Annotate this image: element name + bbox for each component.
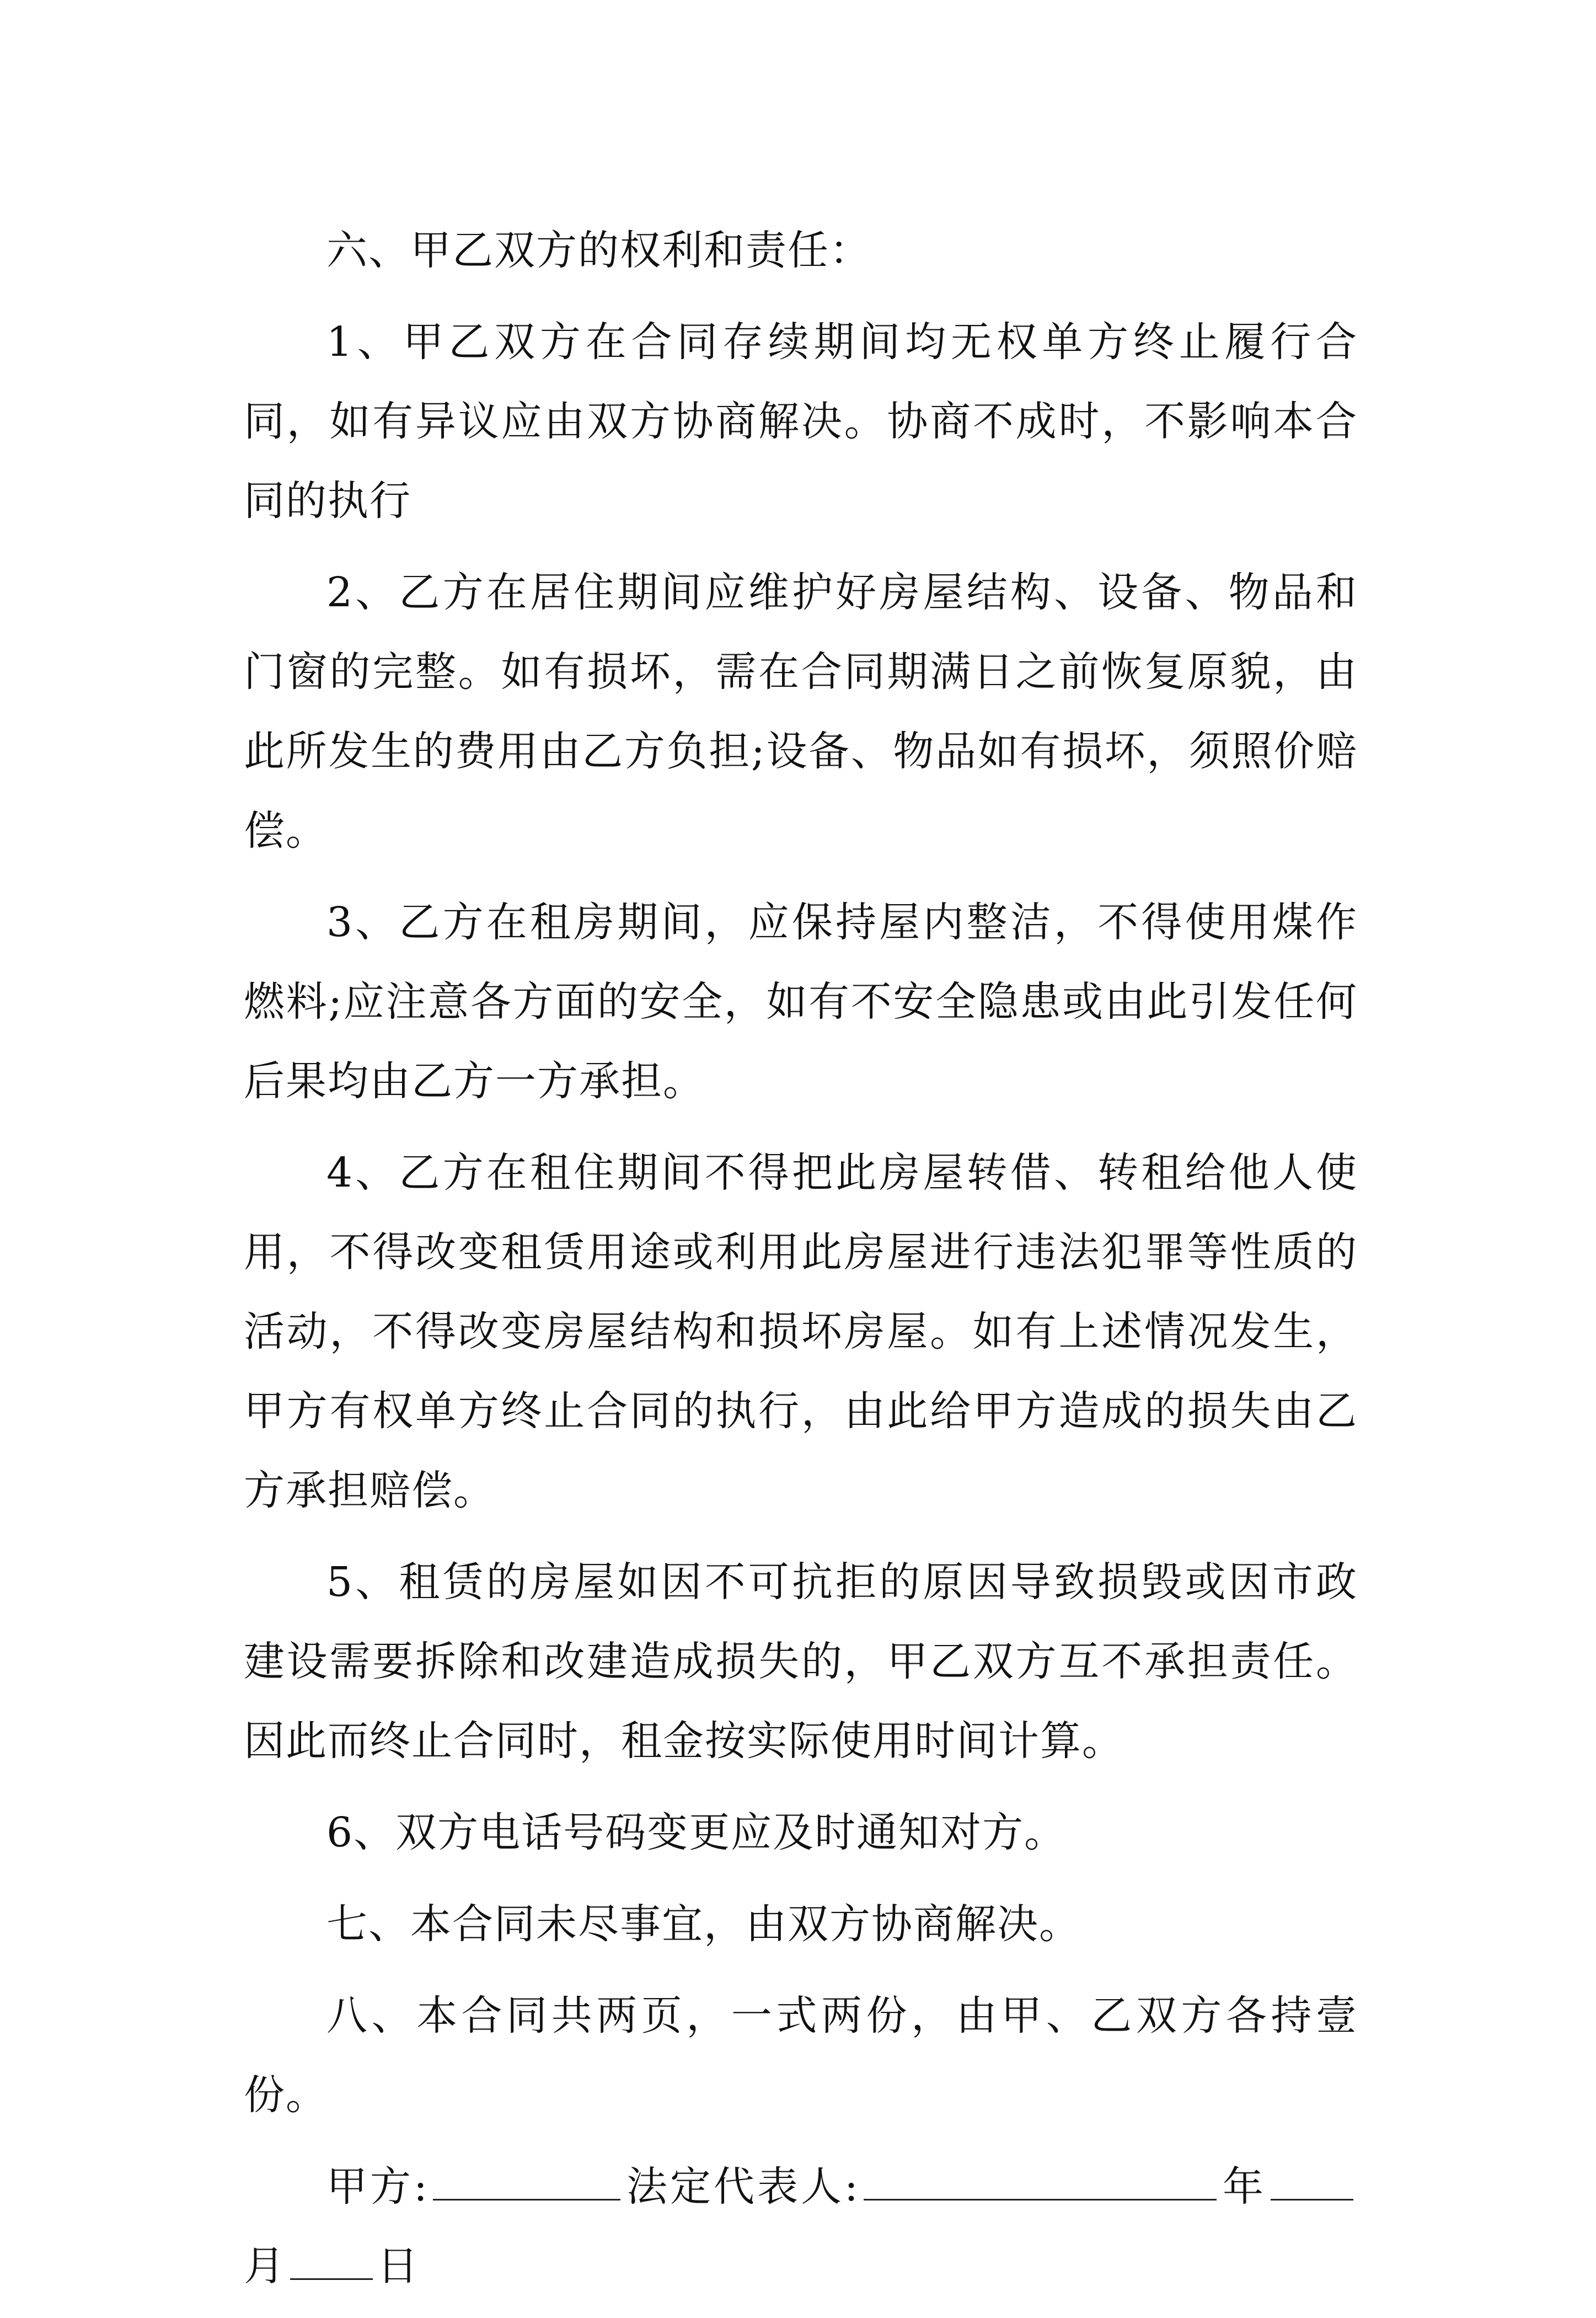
clause-4: 4、乙方在租住期间不得把此房屋转借、转租给他人使用，不得改变租赁用途或利用此房屋进行违法犯罪等性质的活动，不得改变房屋结构和损坏房屋。如有上述情况发生，甲方有权单方终止合同的执行，由此给甲方造成的损失由乙方承担赔偿。 xyxy=(244,1149,1358,1514)
section-7: 七、本合同未尽事宜，由双方协商解决。 xyxy=(326,1900,1081,1948)
signature-line xyxy=(244,2147,1358,2306)
clause-1: 1、甲乙双方在合同存续期间均无权单方终止履行合同，如有异议应由双方协商解决。协商不成时，不影响本合同的执行 xyxy=(244,318,1358,525)
section-6-title: 六、甲乙双方的权利和责任： xyxy=(326,227,871,274)
month-label: 月 xyxy=(244,2242,286,2290)
legal-rep-blank xyxy=(864,2160,1217,2201)
party-a-blank xyxy=(433,2160,620,2201)
party-a-label: 甲方: xyxy=(326,2163,429,2210)
clause-3: 3、乙方在租房期间，应保持屋内整洁，不得使用煤作燃料;应注意各方面的安全，如有不安全隐患或由此引发任何后果均由乙方一方承担。 xyxy=(244,899,1358,1105)
clause-6: 6、双方电话号码变更应及时通知对方。 xyxy=(326,1809,1067,1856)
year-blank xyxy=(1271,2160,1353,2201)
clause-5: 5、租赁的房屋如因不可抗拒的原因导致损毁或因市政建设需要拆除和改建造成损失的，甲乙双方互不承担责任。因此而终止合同时，租金按实际使用时间计算。 xyxy=(244,1558,1358,1765)
section-8: 八、本合同共两页，一式两份，由甲、乙双方各持壹份。 xyxy=(244,1992,1358,2119)
legal-rep-label: 法定代表人: xyxy=(624,2163,859,2210)
clause-2: 2、乙方在居住期间应维护好房屋结构、设备、物品和门窗的完整。如有损坏，需在合同期满日之前恢复原貌，由此所发生的费用由乙方负担;设备、物品如有损坏，须照价赔偿。 xyxy=(244,569,1358,854)
month-blank xyxy=(290,2240,373,2280)
day-label: 日 xyxy=(377,2242,419,2290)
document-body xyxy=(244,211,1358,2318)
year-label: 年 xyxy=(1220,2163,1267,2210)
